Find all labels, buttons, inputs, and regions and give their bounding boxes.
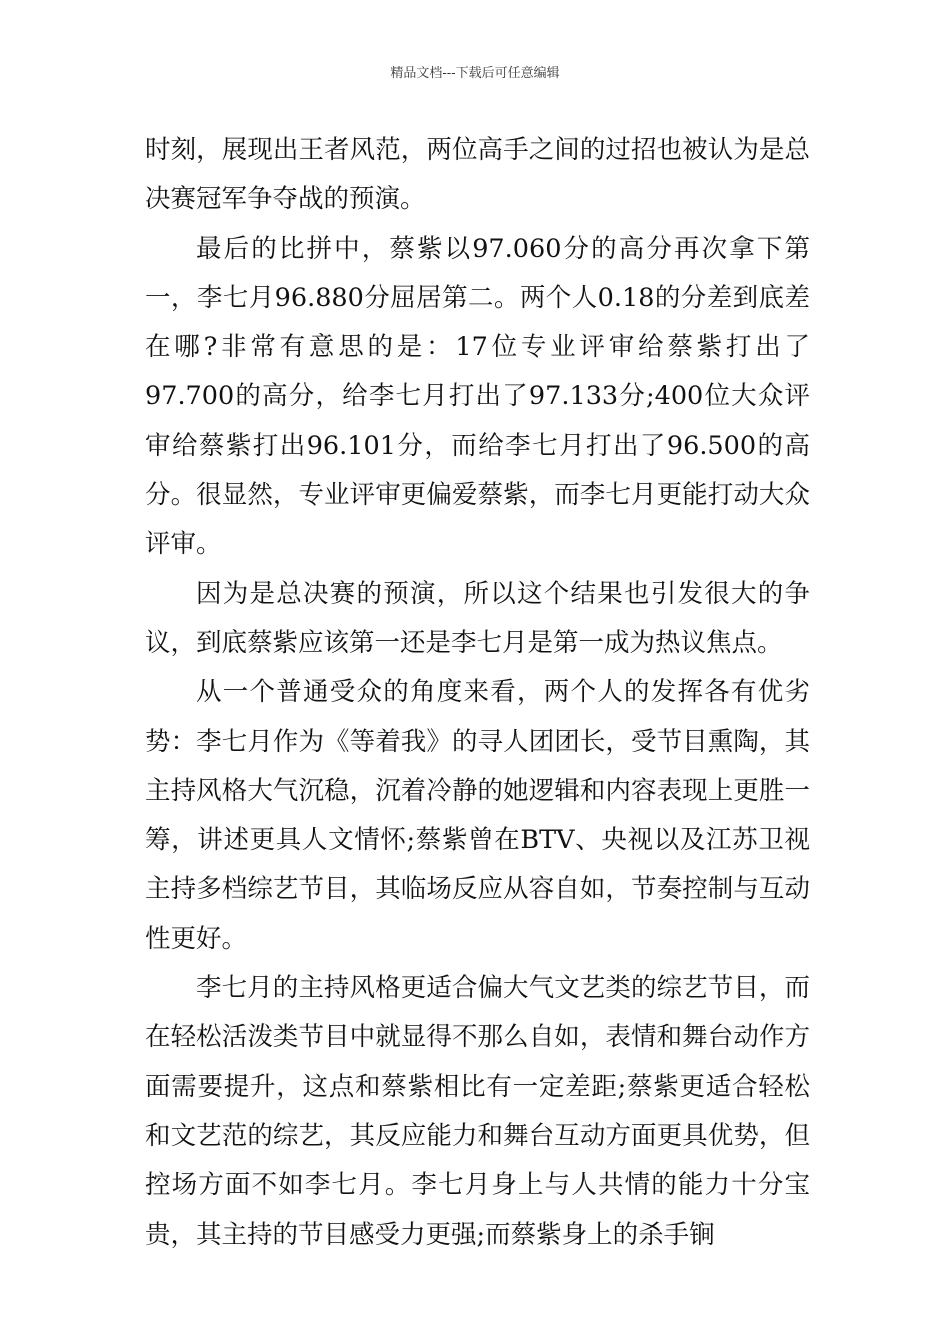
- paragraph-2: 最后的比拼中，蔡紫以97.060分的高分再次拿下第一，李七月96.880分屈居第二。两个人0.18的分差到底差在哪?非常有意思的是：17位专业评审给蔡紫打出了97.700的高分，给李七月打出了97.133分;400位大众评审给蔡紫打出96.101分，而给李七月打出了96.500的高分。很显然，专业评审更偏爱蔡紫，而李七月更能打动大众评审。: [145, 233, 810, 560]
- paragraph-5: 李七月的主持风格更适合偏大气文艺类的综艺节目，而在轻松活泼类节目中就显得不那么自如，表情和舞台动作方面需要提升，这点和蔡紫相比有一定差距;蔡紫更适合轻松和文艺范的综艺，其反应能力和舞台互动方面更具优势，但控场方面不如李七月。李七月身上与人共情的能力十分宝贵，其主持的节目感受力更强;而蔡紫身上的杀手锏: [145, 973, 810, 1250]
- document-body: [145, 126, 810, 1260]
- paragraph-3: 因为是总决赛的预演，所以这个结果也引发很大的争议，到底蔡紫应该第一还是李七月是第一成为热议焦点。: [145, 578, 810, 658]
- paragraph-4: 从一个普通受众的角度来看，两个人的发挥各有优劣势：李七月作为《等着我》的寻人团团长，受节目熏陶，其主持风格大气沉稳，沉着冷静的她逻辑和内容表现上更胜一筹，讲述更具人文情怀;蔡紫曾在BTV、央视以及江苏卫视主持多档综艺节目，其临场反应从容自如，节奏控制与互动性更好。: [145, 677, 810, 954]
- page-header: 精品文档---下载后可任意编辑: [390, 66, 560, 81]
- paragraph-1: 时刻，展现出王者风范，两位高手之间的过招也被认为是总决赛冠军争夺战的预演。: [145, 135, 810, 215]
